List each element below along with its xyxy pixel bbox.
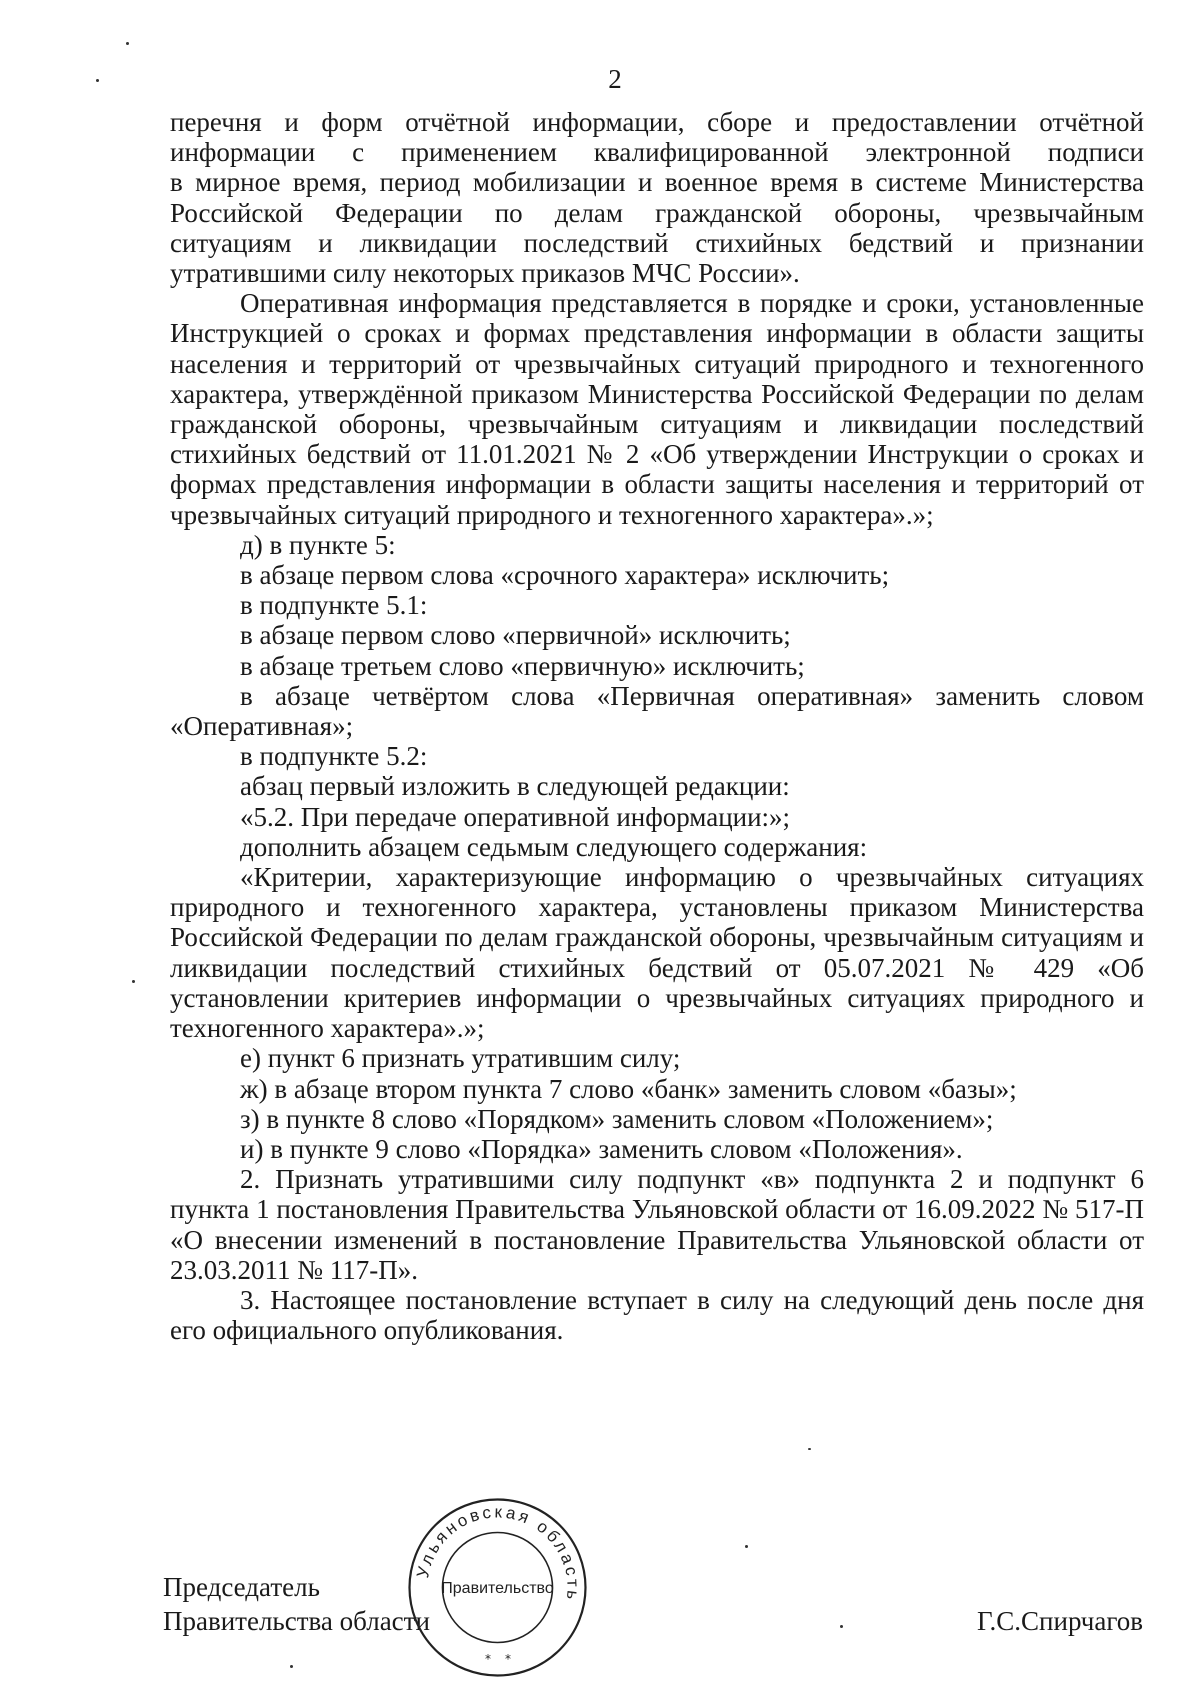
signatory-title-line1: Председатель	[163, 1572, 320, 1602]
scan-speck	[745, 1545, 748, 1548]
paragraph: «Критерии, характеризующие информацию о чрезвычайных ситуациях природного и техногенного характера, установлены приказом Министерства Российской Федерации по делам гражданской обороны, чрезвычайным ситуациям и ликвидации последствий стихийных бедствий от 05.07.2021 № 429 «Об установлении критериев информации о чрезвычайных ситуациях природного и техногенного характера».»;	[170, 862, 1144, 1044]
paragraph: д) в пункте 5:	[240, 529, 396, 560]
signature-block	[163, 1570, 1143, 1638]
paragraph: в абзаце третьем слово «первичную» исключить;	[240, 650, 805, 681]
paragraph: и) в пункте 9 слово «Порядка» заменить словом «Положения».	[240, 1133, 963, 1164]
paragraph: ж) в абзаце втором пункта 7 слово «банк» заменить словом «базы»;	[240, 1073, 1017, 1104]
seal-star-left: *	[485, 1652, 491, 1666]
page-number: 2	[608, 64, 622, 94]
paragraph: е) пункт 6 признать утратившим силу;	[240, 1043, 681, 1074]
seal-ring-text: Ульяновская область	[413, 1502, 583, 1604]
paragraph: в подпункте 5.1:	[240, 590, 428, 621]
scan-speck	[96, 79, 99, 82]
paragraph: в абзаце первом слова «срочного характера» исключить;	[240, 560, 890, 591]
scan-speck	[290, 1665, 293, 1668]
paragraph: утратившими силу некоторых приказов МЧС России».	[170, 258, 800, 289]
seal-star-right: *	[505, 1652, 511, 1666]
scan-speck	[132, 980, 135, 983]
paragraph: Российской Федерации по делам гражданской обороны, чрезвычайным	[170, 197, 1144, 228]
paragraph: в абзаце первом слово «первичной» исключить;	[240, 620, 791, 651]
paragraph: 2. Признать утратившими силу подпункт «в» подпункта 2 и подпункт 6 пункта 1 постановления Правительства Ульяновской области от 16.09.2022 № 517-П «О внесении изменений в постановление Правительства Ульяновской области от 23.03.2011 № 117-П».	[170, 1164, 1144, 1285]
paragraph: в абзаце четвёртом слова «Первичная оперативная» заменить словом «Оперативная»;	[170, 680, 1144, 742]
paragraph: дополнить абзацем седьмым следующего содержания:	[240, 831, 868, 862]
paragraph: информации с применением квалифицированной электронной подписи	[170, 137, 1144, 168]
paragraph: в мирное время, период мобилизации и военное время в системе Министерства	[170, 167, 1144, 198]
paragraph: в подпункте 5.2:	[240, 741, 428, 772]
signatory-name: Г.С.Спирчагов	[976, 1606, 1143, 1636]
official-seal	[405, 1495, 590, 1680]
document-body	[170, 107, 1144, 1345]
paragraph: ситуациям и ликвидации последствий стихийных бедствий и признании	[170, 227, 1144, 258]
paragraph: з) в пункте 8 слово «Порядком» заменить словом «Положением»;	[240, 1103, 994, 1134]
scan-speck	[840, 1625, 843, 1628]
paragraph: 3. Настоящее постановление вступает в силу на следующий день после дня его официального опубликования.	[170, 1284, 1144, 1346]
signatory-title-line2: Правительства области	[163, 1606, 430, 1636]
paragraph: перечня и форм отчётной информации, сборе и предоставлении отчётной	[170, 107, 1144, 137]
seal-center-text: Правительство	[441, 1580, 554, 1597]
paragraph: Оперативная информация представляется в порядке и сроки, установленные Инструкцией о сроках и формах представления информации в области защиты населения и территорий от чрезвычайных ситуаций природного и техногенного характера, утверждённой приказом Министерства Российской Федерации по делам гражданской обороны, чрезвычайным ситуациям и ликвидации последствий стихийных бедствий от 11.01.2021 № 2 «Об утверждении Инструкции о сроках и формах представления информации в области защиты населения и территорий от чрезвычайных ситуаций природного и техногенного характера».»;	[170, 288, 1144, 530]
scan-speck	[126, 42, 129, 45]
paragraph: абзац первый изложить в следующей редакции:	[240, 771, 790, 802]
scan-speck	[808, 1448, 811, 1450]
paragraph: «5.2. При передаче оперативной информации:»;	[240, 801, 791, 832]
